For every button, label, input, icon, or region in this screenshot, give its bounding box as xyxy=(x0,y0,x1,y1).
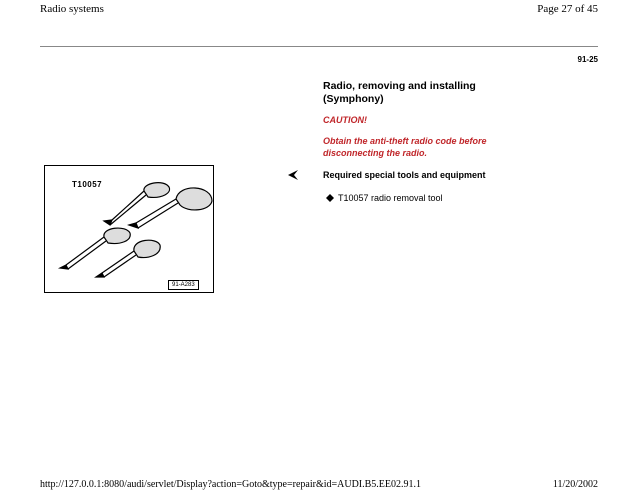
tool-name: T10057 radio removal tool xyxy=(338,193,443,203)
header-divider xyxy=(40,46,598,47)
required-tools-heading: Required special tools and equipment xyxy=(323,170,486,180)
radio-removal-tool-figure xyxy=(44,165,214,293)
tool-list-item xyxy=(326,193,443,203)
page-indicator: Page 27 of 45 xyxy=(537,3,598,15)
procedure-title: Radio, removing and installing (Symphony) xyxy=(323,80,476,105)
footer-date: 11/20/2002 xyxy=(552,479,598,490)
footer-url: http://127.0.0.1:8080/audi/servlet/Display?action=Goto&type=repair&id=AUDI.B5.EE02.91.1 xyxy=(40,479,422,490)
figure-reference-code: 91-A283 xyxy=(168,280,199,290)
figure-tool-label: T10057 xyxy=(72,180,103,189)
figure-pointer-icon xyxy=(286,168,300,182)
section-page-number: 91-25 xyxy=(577,55,598,64)
caution-text: Obtain the anti-theft radio code before disconnecting the radio. xyxy=(323,136,487,158)
document-title: Radio systems xyxy=(40,3,104,15)
diamond-bullet-icon xyxy=(326,194,334,202)
caution-label: CAUTION! xyxy=(323,115,367,125)
